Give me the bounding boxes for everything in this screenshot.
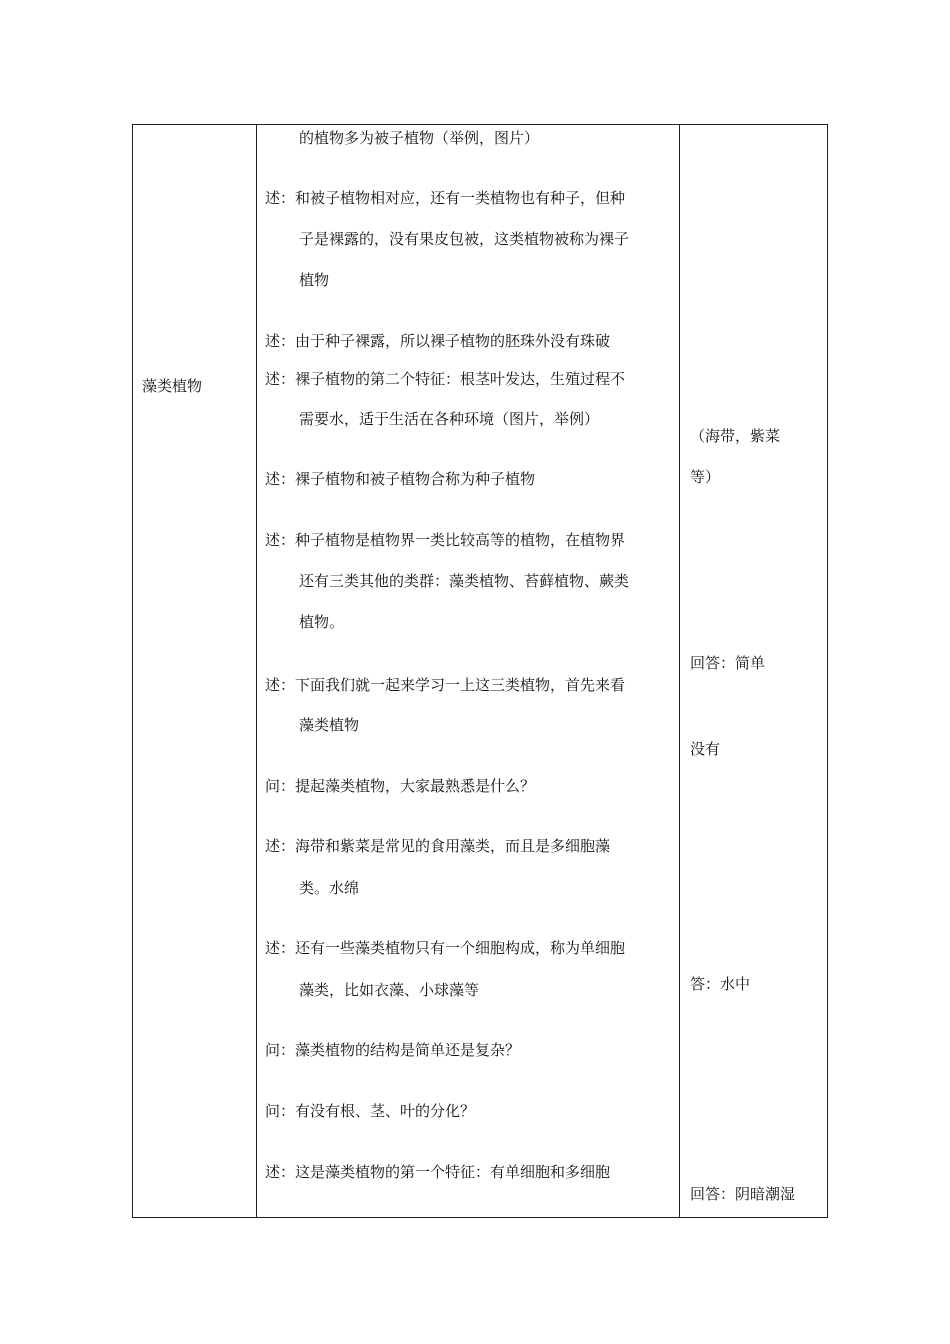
- response-line: 回答：简单: [690, 654, 766, 672]
- body-line: 述：裸子植物和被子植物合称为种子植物: [265, 470, 536, 488]
- column-divider-2: [679, 125, 680, 1217]
- body-line: 植物。: [299, 613, 345, 631]
- body-line: 问：有没有根、茎、叶的分化？: [265, 1102, 476, 1120]
- body-line: 需要水，适于生活在各种环境（图片，举例）: [299, 410, 600, 428]
- column-divider-1: [256, 125, 257, 1217]
- body-line: 述：种子植物是植物界一类比较高等的植物，在植物界: [265, 531, 626, 549]
- body-line: 藻类植物: [299, 716, 360, 734]
- body-line: 还有三类其他的类群：藻类植物、苔藓植物、蕨类: [299, 572, 630, 590]
- body-line: 藻类，比如衣藻、小球藻等: [299, 981, 480, 999]
- body-line: 述：由于种子裸露，所以裸子植物的胚珠外没有珠破: [265, 332, 611, 350]
- body-line: 类。水绵: [299, 879, 360, 897]
- body-line: 植物: [299, 271, 330, 289]
- body-line: 述：裸子植物的第二个特征：根茎叶发达，生殖过程不: [265, 370, 626, 388]
- body-line: 述：这是藻类植物的第一个特征：有单细胞和多细胞: [265, 1163, 611, 1181]
- body-line: 子是裸露的，没有果皮包被，这类植物被称为裸子: [299, 230, 630, 248]
- body-line: 的植物多为被子植物（举例，图片）: [299, 129, 540, 147]
- response-line: 等）: [690, 468, 721, 486]
- topic-label: 藻类植物: [142, 377, 203, 395]
- response-line: （海带，紫菜: [690, 427, 781, 445]
- response-line: 没有: [690, 740, 721, 758]
- response-line: 答：水中: [690, 975, 751, 993]
- body-line: 述：和被子植物相对应，还有一类植物也有种子，但种: [265, 189, 626, 207]
- body-line: 问：提起藻类植物，大家最熟悉是什么？: [265, 777, 536, 795]
- body-line: 问：藻类植物的结构是简单还是复杂？: [265, 1041, 521, 1059]
- body-line: 述：下面我们就一起来学习一上这三类植物，首先来看: [265, 676, 626, 694]
- body-line: 述：海带和紫菜是常见的食用藻类，而且是多细胞藻: [265, 837, 611, 855]
- body-line: 述：还有一些藻类植物只有一个细胞构成，称为单细胞: [265, 939, 626, 957]
- response-line: 回答：阴暗潮湿: [690, 1185, 796, 1203]
